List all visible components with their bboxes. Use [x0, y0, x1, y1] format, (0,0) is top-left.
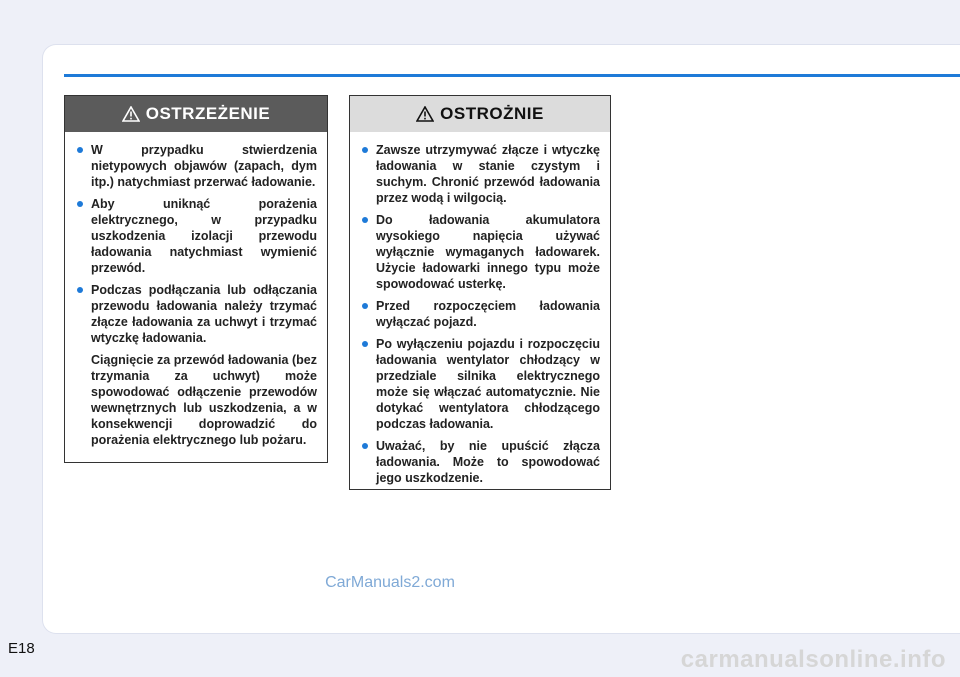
list-item: Po wyłączeniu pojazdu i rozpoczęciu ładowania wentylator chłodzący w przedziale silnika elektrycznego może się włączać automatycznie. Nie dotykać wentylatora chłodzącego podczas ładowania. [362, 336, 600, 432]
list-item: Do ładowania akumulatora wysokiego napięcia używać wyłącznie wymaganych ładowarek. Użycie ładowarki innego typu może spowodować usterkę. [362, 212, 600, 292]
warning-header [65, 96, 327, 132]
list-item: W przypadku stwierdzenia nietypowych objawów (zapach, dym itp.) natychmiast przerwać ładowanie. [77, 142, 317, 190]
caution-box [349, 95, 611, 490]
footer-watermark: carmanualsonline.info [680, 646, 946, 673]
caution-triangle-icon [416, 106, 434, 122]
list-item-continuation: Ciągnięcie za przewód ładowania (bez trzymania za uchwyt) może spowodować odłączenie przewodów wewnętrznych lub uszkodzenia, a w konsekwencji doprowadzić do porażenia elektrycznego lub pożaru. [91, 353, 317, 447]
list-item: Aby uniknąć porażenia elektrycznego, w przypadku uszkodzenia izolacji przewodu ładowania natychmiast wymienić przewód. [77, 196, 317, 276]
warning-title: OSTRZEŻENIE [145, 104, 271, 123]
caution-body [350, 132, 610, 486]
page-number: E18 [8, 640, 35, 657]
warning-box [64, 95, 328, 463]
watermark-link[interactable]: CarManuals2.com [325, 574, 455, 591]
caution-title: OSTROŻNIE [440, 104, 544, 123]
caution-header [350, 96, 610, 132]
warning-body [65, 132, 327, 448]
list-item: Przed rozpoczęciem ładowania wyłączać pojazd. [362, 298, 600, 330]
list-item: Uważać, by nie upuścić złącza ładowania. Może to spowodować jego uszkodzenie. [362, 438, 600, 486]
warning-triangle-icon [122, 106, 140, 122]
list-item: Zawsze utrzymywać złącze i wtyczkę ładowania w stanie czystym i suchym. Chronić przewód ładowania przez wodą i wilgocią. [362, 142, 600, 206]
header-rule [64, 74, 960, 77]
list-item: Podczas podłączania lub odłączania przewodu ładowania należy trzymać złącze ładowania za uchwyt i trzymać wtyczkę ładowania. [77, 282, 317, 346]
